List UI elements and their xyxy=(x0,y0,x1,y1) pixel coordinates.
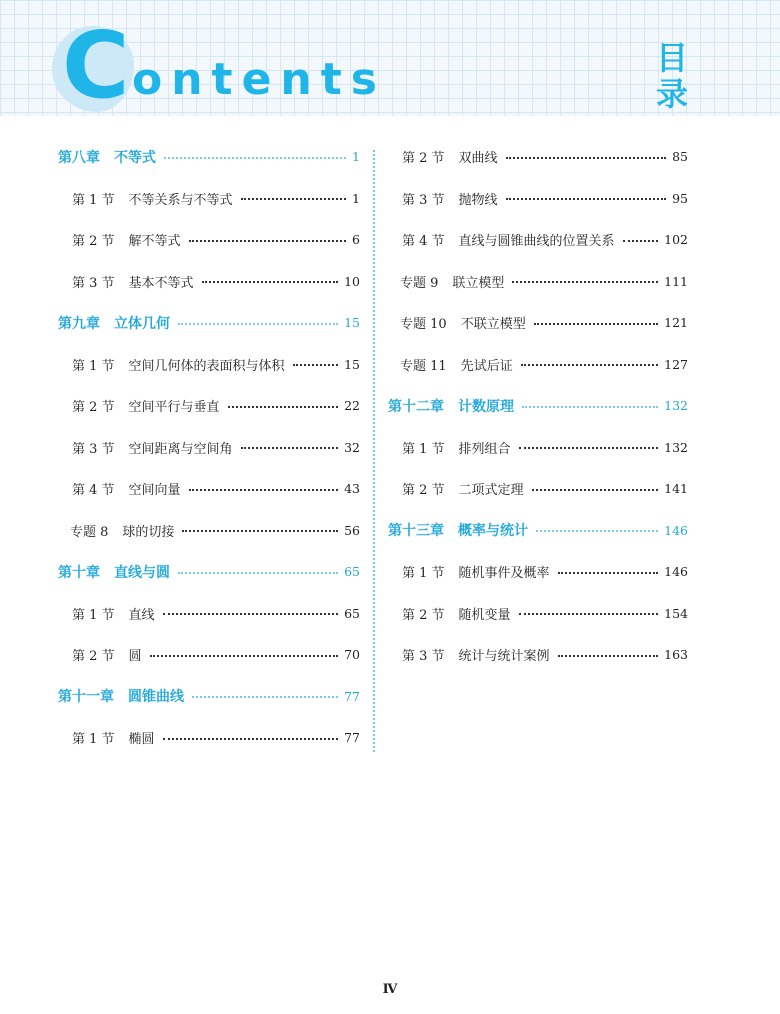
dot-leader xyxy=(150,655,339,657)
entry-label xyxy=(72,479,181,498)
entry-label xyxy=(400,313,526,332)
entry-page-number: 15 xyxy=(344,356,360,372)
entry-number: 第 1 节 xyxy=(72,358,115,374)
entry-page-number: 6 xyxy=(352,232,360,248)
entry-label xyxy=(402,189,498,208)
entry-number: 第 2 节 xyxy=(72,234,115,250)
title-initial-letter: C xyxy=(62,12,130,119)
dot-leader xyxy=(293,364,339,366)
toc-chapter-entry[interactable] xyxy=(388,385,688,427)
dot-leader xyxy=(228,406,339,408)
header-grid-banner xyxy=(0,0,780,119)
dot-leader xyxy=(189,240,346,242)
entry-number: 第十一章 xyxy=(58,689,114,706)
entry-label xyxy=(72,230,181,249)
toc-section-entry[interactable] xyxy=(388,302,688,344)
entry-title: 基本不等式 xyxy=(128,275,194,291)
entry-page-number: 32 xyxy=(344,439,360,455)
entry-label xyxy=(70,521,174,540)
dot-leader xyxy=(182,530,338,532)
entry-page-number: 85 xyxy=(672,149,688,165)
dot-leader xyxy=(163,738,339,740)
dot-leader xyxy=(512,281,658,283)
entry-label xyxy=(400,272,504,291)
dot-leader xyxy=(189,489,339,491)
toc-chapter-entry[interactable] xyxy=(58,551,360,593)
entry-label xyxy=(388,520,528,540)
entry-label xyxy=(402,230,615,249)
dot-leader xyxy=(202,281,339,283)
toc-left-column xyxy=(58,136,360,759)
toc-chapter-entry[interactable] xyxy=(58,136,360,178)
entry-page-number: 102 xyxy=(664,232,688,248)
toc-section-entry[interactable] xyxy=(388,136,688,178)
dot-leader xyxy=(519,613,659,615)
entry-page-number: 77 xyxy=(344,688,360,704)
dot-leader xyxy=(536,530,658,532)
toc-section-entry[interactable] xyxy=(58,178,360,220)
entry-page-number: 10 xyxy=(344,273,360,289)
entry-page-number: 154 xyxy=(664,605,688,621)
entry-page-number: 15 xyxy=(344,315,360,331)
entry-label xyxy=(402,147,498,166)
entry-number: 第 1 节 xyxy=(72,192,115,208)
entry-number: 专题 11 xyxy=(400,358,447,374)
entry-page-number: 111 xyxy=(664,273,688,289)
entry-page-number: 132 xyxy=(664,398,688,414)
dot-leader xyxy=(519,447,659,449)
toc-section-entry[interactable] xyxy=(58,219,360,261)
entry-page-number: 65 xyxy=(344,564,360,580)
column-divider xyxy=(373,150,375,752)
entry-title: 随机事件及概率 xyxy=(458,566,550,582)
entry-title: 直线 xyxy=(128,607,155,623)
dot-leader xyxy=(532,489,659,491)
entry-label xyxy=(58,686,184,706)
dot-leader xyxy=(534,323,658,325)
entry-page-number: 1 xyxy=(352,149,360,165)
toc-section-entry[interactable] xyxy=(58,593,360,635)
entry-title: 先试后证 xyxy=(460,358,513,374)
entry-number: 第 3 节 xyxy=(402,649,445,665)
entry-label xyxy=(72,272,194,291)
entry-page-number: 70 xyxy=(344,647,360,663)
toc-section-entry[interactable] xyxy=(58,427,360,469)
toc-section-entry[interactable] xyxy=(388,178,688,220)
toc-section-entry[interactable] xyxy=(388,634,688,676)
dot-leader xyxy=(241,198,346,200)
entry-title: 空间向量 xyxy=(128,483,181,499)
entry-title: 抛物线 xyxy=(458,192,498,208)
entry-label xyxy=(72,645,142,664)
toc-section-entry[interactable] xyxy=(388,219,688,261)
entry-number: 第十三章 xyxy=(388,523,444,540)
entry-number: 第 4 节 xyxy=(72,483,115,499)
entry-label xyxy=(58,313,170,333)
entry-number: 第 3 节 xyxy=(72,275,115,291)
dot-leader xyxy=(623,240,659,242)
dot-leader xyxy=(522,406,658,408)
toc-section-entry[interactable] xyxy=(58,717,360,759)
entry-title: 不等式 xyxy=(114,149,156,166)
entry-number: 第 2 节 xyxy=(402,151,445,167)
entry-title: 二项式定理 xyxy=(458,483,524,499)
entry-label xyxy=(402,438,511,457)
toc-right-column xyxy=(388,136,688,676)
entry-number: 专题 8 xyxy=(70,524,109,540)
entry-page-number: 127 xyxy=(664,356,688,372)
entry-label xyxy=(388,396,514,416)
entry-label xyxy=(58,147,156,167)
page-number: Ⅳ xyxy=(382,982,398,997)
entry-page-number: 146 xyxy=(664,564,688,580)
entry-number: 第 2 节 xyxy=(72,400,115,416)
entry-number: 第 2 节 xyxy=(402,483,445,499)
mulu-heading xyxy=(652,40,692,112)
entry-label xyxy=(72,396,220,415)
toc-chapter-entry[interactable] xyxy=(58,302,360,344)
entry-page-number: 22 xyxy=(344,398,360,414)
entry-title: 双曲线 xyxy=(458,151,498,167)
entry-page-number: 121 xyxy=(664,315,688,331)
entry-label xyxy=(72,189,233,208)
entry-label xyxy=(72,355,285,374)
entry-page-number: 132 xyxy=(664,439,688,455)
entry-label xyxy=(72,438,233,457)
dot-leader xyxy=(163,613,339,615)
dot-leader xyxy=(178,323,338,325)
entry-label xyxy=(402,645,550,664)
entry-page-number: 95 xyxy=(672,190,688,206)
entry-title: 直线与圆 xyxy=(114,564,170,581)
mulu-char-1: 目 xyxy=(655,39,688,77)
entry-title: 联立模型 xyxy=(452,275,505,291)
toc-section-entry[interactable] xyxy=(58,344,360,386)
toc-section-entry[interactable] xyxy=(388,468,688,510)
toc-section-entry[interactable] xyxy=(388,427,688,469)
dot-leader xyxy=(241,447,339,449)
entry-number: 第 1 节 xyxy=(72,732,115,748)
dot-leader xyxy=(192,696,338,698)
entry-number: 第 4 节 xyxy=(402,234,445,250)
entry-page-number: 56 xyxy=(344,522,360,538)
entry-page-number: 43 xyxy=(344,481,360,497)
toc-section-entry[interactable] xyxy=(58,468,360,510)
entry-title: 空间距离与空间角 xyxy=(128,441,233,457)
entry-page-number: 65 xyxy=(344,605,360,621)
entry-label xyxy=(72,728,155,747)
entry-number: 专题 10 xyxy=(400,317,447,333)
entry-title: 空间几何体的表面积与体积 xyxy=(128,358,285,374)
entry-number: 第 2 节 xyxy=(72,649,115,665)
dot-leader xyxy=(506,157,667,159)
entry-page-number: 1 xyxy=(352,190,360,206)
entry-label xyxy=(72,604,155,623)
dot-leader xyxy=(164,157,346,159)
title-word: ontents xyxy=(132,54,386,105)
entry-title: 球的切接 xyxy=(122,524,175,540)
entry-title: 概率与统计 xyxy=(458,523,528,540)
entry-title: 椭圆 xyxy=(128,732,155,748)
toc-section-entry[interactable] xyxy=(388,551,688,593)
entry-page-number: 141 xyxy=(664,481,688,497)
dot-leader xyxy=(521,364,658,366)
dot-leader xyxy=(558,572,659,574)
entry-label xyxy=(402,479,524,498)
dot-leader xyxy=(558,655,659,657)
toc-section-entry[interactable] xyxy=(58,510,360,552)
entry-number: 第十章 xyxy=(58,564,100,581)
toc-section-entry[interactable] xyxy=(388,593,688,635)
entry-page-number: 146 xyxy=(664,522,688,538)
entry-number: 专题 9 xyxy=(400,275,439,291)
entry-number: 第 3 节 xyxy=(402,192,445,208)
entry-label xyxy=(58,562,170,582)
toc-section-entry[interactable] xyxy=(388,261,688,303)
entry-page-number: 77 xyxy=(344,730,360,746)
entry-number: 第 1 节 xyxy=(402,441,445,457)
entry-number: 第九章 xyxy=(58,315,100,332)
entry-title: 计数原理 xyxy=(458,398,514,415)
toc-section-entry[interactable] xyxy=(58,385,360,427)
toc-chapter-entry[interactable] xyxy=(388,510,688,552)
toc-chapter-entry[interactable] xyxy=(58,676,360,718)
entry-number: 第十二章 xyxy=(388,398,444,415)
entry-title: 不联立模型 xyxy=(460,317,526,333)
toc-section-entry[interactable] xyxy=(58,634,360,676)
entry-title: 直线与圆锥曲线的位置关系 xyxy=(458,234,615,250)
entry-title: 不等关系与不等式 xyxy=(128,192,233,208)
entry-title: 圆锥曲线 xyxy=(128,689,184,706)
entry-number: 第八章 xyxy=(58,149,100,166)
entry-title: 随机变量 xyxy=(458,607,511,623)
dot-leader xyxy=(506,198,667,200)
entry-number: 第 2 节 xyxy=(402,607,445,623)
entry-title: 统计与统计案例 xyxy=(458,649,550,665)
entry-title: 圆 xyxy=(128,649,142,665)
entry-number: 第 1 节 xyxy=(72,607,115,623)
entry-label xyxy=(400,355,513,374)
entry-title: 立体几何 xyxy=(114,315,170,332)
entry-number: 第 3 节 xyxy=(72,441,115,457)
toc-section-entry[interactable] xyxy=(58,261,360,303)
entry-page-number: 163 xyxy=(664,647,688,663)
entry-title: 排列组合 xyxy=(458,441,511,457)
toc-section-entry[interactable] xyxy=(388,344,688,386)
entry-title: 解不等式 xyxy=(128,234,181,250)
mulu-char-2: 录 xyxy=(655,75,688,113)
entry-label xyxy=(402,604,511,623)
entry-label xyxy=(402,562,550,581)
entry-number: 第 1 节 xyxy=(402,566,445,582)
dot-leader xyxy=(178,572,338,574)
entry-title: 空间平行与垂直 xyxy=(128,400,220,416)
